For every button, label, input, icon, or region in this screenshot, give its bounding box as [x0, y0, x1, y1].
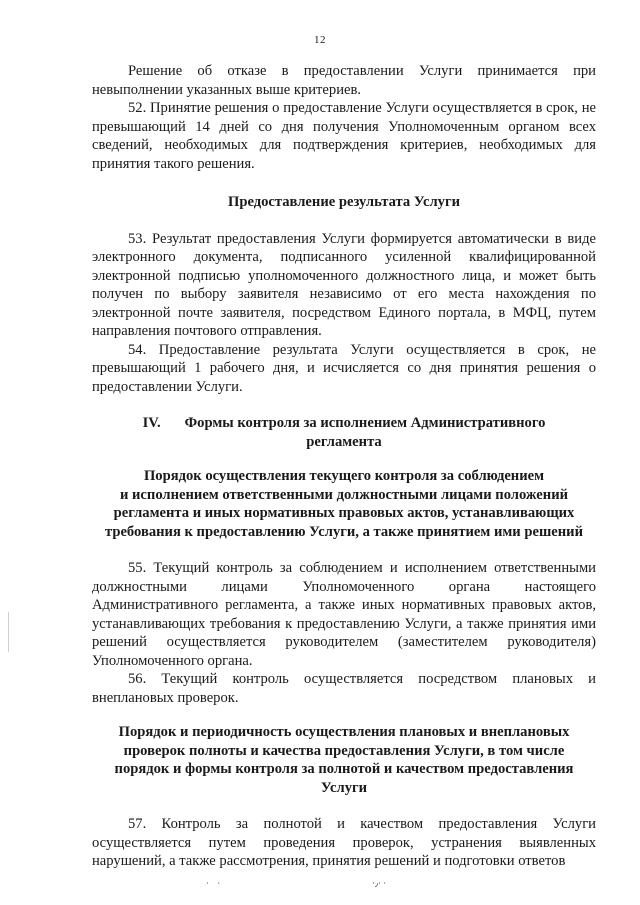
subheading-current-control-line-2: и исполнением ответственными должностными лицами положений — [119, 486, 569, 503]
footer-scan-marks — [0, 876, 640, 896]
paragraph-52: 52. Принятие решения о предоставление Услуги осуществляется в срок, не превышающий 14 дней со дня получения Уполномоченным органом всех сведений, необходимых для подтверждения критериев, необходимых для принятия такого решения. — [92, 100, 596, 172]
section-title-part-1: Формы контроля за исполнением Административного — [184, 415, 546, 431]
page-number: 12 — [314, 34, 326, 46]
paragraph-57: 57. Контроль за полнотой и качеством предоставления Услуги осуществляется путем проведения проверок, устранения выявленных нарушений, а также рассмотрения, принятия решений и подготовки ответов — [92, 816, 596, 869]
subheading-current-control — [92, 467, 596, 541]
subheading-inspections-line-2: проверок полноты и качества предоставления Услуги, в том числе — [123, 742, 565, 759]
paragraph-55: 55. Текущий контроль за соблюдением и исполнением ответственными должностными лицами Уполномоченного органа настоящего Административного регламента, а также иных нормативных правовых актов, устанавливающих требования к предоставлению Услуги, а также принятия ими решений осуществляется руководителем (заместителем руководителя) Уполномоченного органа. — [92, 560, 596, 669]
subheading-current-control-line-4: требования к предоставлению Услуги, а также принятием ими решений — [104, 523, 583, 540]
paragraph-54: 54. Предоставление результата Услуги осуществляется в срок, не превышающий 1 рабочего дня, и исчисляется со дня принятия решения о предоставлении Услуги. — [92, 341, 596, 395]
subheading-inspections — [92, 723, 596, 797]
subheading-current-control-line-1: Порядок осуществления текущего контроля за соблюдением — [143, 468, 545, 484]
section-heading-iv — [92, 414, 596, 451]
paragraph-53: 53. Результат предоставления Услуги формируется автоматически в виде электронного документа, подписанного усиленной квалифицированной электронной подписью уполномоченного должностного лица, и может быть получен по выбору заявителя независимо от его места нахождения по электронной почте заявителя, посредством Единого портала, в МФЦ, путем направления почтового отправления. — [92, 230, 596, 339]
subheading-inspections-line-4: Услуги — [320, 779, 368, 796]
paragraph-refusal: Решение об отказе в предоставлении Услуги принимается при невыполнении указанных выше критериев. — [92, 63, 596, 98]
scan-edge-mark — [8, 612, 9, 652]
section-number: IV. — [142, 415, 161, 431]
paragraph-56: 56. Текущий контроль осуществляется посредством плановых и внеплановых проверок. — [92, 671, 596, 706]
section-heading-line-1 — [92, 414, 596, 433]
subheading-inspections-line-1: Порядок и периодичность осуществления плановых и внеплановых — [118, 724, 570, 740]
heading-result-provision: Предоставление результата Услуги — [228, 194, 460, 210]
scan-mark-right: ·٫· · — [372, 878, 387, 888]
document-body — [92, 62, 596, 871]
scan-mark-left: · · — [206, 878, 224, 888]
subheading-current-control-line-3: регламента и иных нормативных правовых актов, устанавливающих — [113, 505, 575, 521]
section-title-part-2: регламента — [306, 433, 382, 450]
subheading-inspections-line-3: порядок и формы контроля за полнотой и качеством предоставления — [114, 761, 574, 777]
